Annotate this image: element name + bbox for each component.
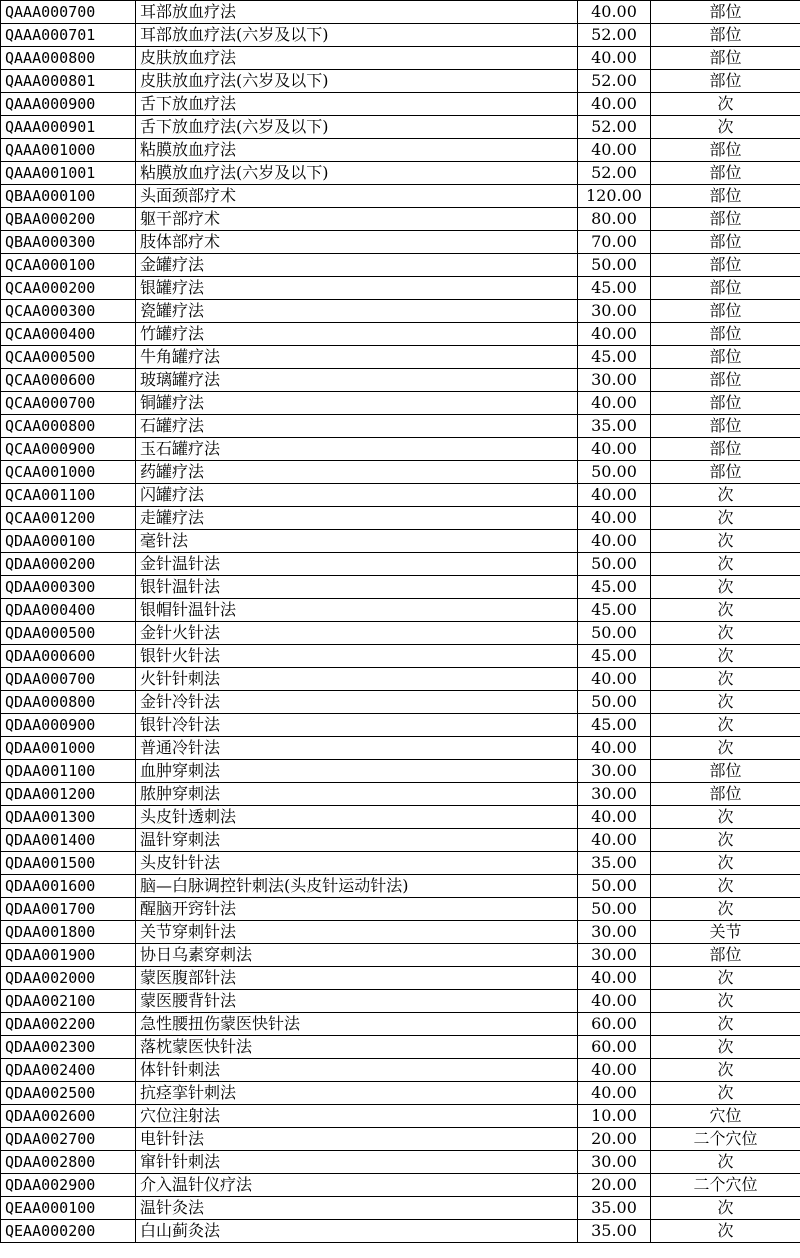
- table-row: [1, 415, 800, 438]
- table-row: [1, 323, 800, 346]
- table-row: [1, 93, 800, 116]
- item-name-cell: 协日乌素穿刺法: [136, 944, 578, 967]
- item-code-cell: QDAA002300: [1, 1036, 136, 1059]
- item-unit-cell: 二个穴位: [651, 1174, 800, 1197]
- table-row: [1, 162, 800, 185]
- item-price-cell: 10.00: [578, 1105, 651, 1128]
- item-unit-cell: 次: [651, 1082, 800, 1105]
- item-unit-cell: 次: [651, 1151, 800, 1174]
- item-code-cell: QDAA000800: [1, 691, 136, 714]
- item-name-cell: 银针火针法: [136, 645, 578, 668]
- item-code-cell: QCAA000500: [1, 346, 136, 369]
- item-name-cell: 闪罐疗法: [136, 484, 578, 507]
- item-name-cell: 火针针刺法: [136, 668, 578, 691]
- item-code-cell: QAAA001000: [1, 139, 136, 162]
- item-price-cell: 60.00: [578, 1036, 651, 1059]
- item-unit-cell: 部位: [651, 231, 800, 254]
- item-code-cell: QEAA000200: [1, 1220, 136, 1243]
- item-name-cell: 粘膜放血疗法: [136, 139, 578, 162]
- item-price-cell: 50.00: [578, 875, 651, 898]
- table-row: [1, 668, 800, 691]
- table-row: [1, 691, 800, 714]
- item-name-cell: 耳部放血疗法: [136, 1, 578, 24]
- item-unit-cell: 次: [651, 622, 800, 645]
- item-code-cell: QDAA000900: [1, 714, 136, 737]
- table-row: [1, 944, 800, 967]
- item-unit-cell: 关节: [651, 921, 800, 944]
- item-price-cell: 40.00: [578, 392, 651, 415]
- table-row: [1, 461, 800, 484]
- table-row: [1, 530, 800, 553]
- table-row: [1, 484, 800, 507]
- item-price-cell: 35.00: [578, 1220, 651, 1243]
- item-price-cell: 20.00: [578, 1174, 651, 1197]
- item-code-cell: QCAA001000: [1, 461, 136, 484]
- item-price-cell: 40.00: [578, 47, 651, 70]
- item-price-cell: 52.00: [578, 24, 651, 47]
- table-row: [1, 1174, 800, 1197]
- table-row: [1, 277, 800, 300]
- item-name-cell: 温针穿刺法: [136, 829, 578, 852]
- item-unit-cell: 部位: [651, 944, 800, 967]
- item-unit-cell: 次: [651, 507, 800, 530]
- item-price-cell: 40.00: [578, 507, 651, 530]
- item-price-cell: 50.00: [578, 622, 651, 645]
- item-name-cell: 抗痉挛针刺法: [136, 1082, 578, 1105]
- item-name-cell: 毫针法: [136, 530, 578, 553]
- item-price-cell: 45.00: [578, 277, 651, 300]
- item-code-cell: QAAA001001: [1, 162, 136, 185]
- item-price-cell: 35.00: [578, 852, 651, 875]
- item-code-cell: QDAA000100: [1, 530, 136, 553]
- table-row: [1, 139, 800, 162]
- item-unit-cell: 部位: [651, 1, 800, 24]
- item-code-cell: QDAA001700: [1, 898, 136, 921]
- item-price-cell: 30.00: [578, 944, 651, 967]
- item-price-cell: 52.00: [578, 70, 651, 93]
- item-code-cell: QDAA000600: [1, 645, 136, 668]
- item-code-cell: QDAA001100: [1, 760, 136, 783]
- item-unit-cell: 部位: [651, 47, 800, 70]
- item-price-cell: 30.00: [578, 760, 651, 783]
- item-name-cell: 脓肿穿刺法: [136, 783, 578, 806]
- table-row: [1, 24, 800, 47]
- item-name-cell: 关节穿刺针法: [136, 921, 578, 944]
- item-price-cell: 40.00: [578, 806, 651, 829]
- item-unit-cell: 次: [651, 553, 800, 576]
- item-name-cell: 温针灸法: [136, 1197, 578, 1220]
- item-unit-cell: 次: [651, 737, 800, 760]
- item-price-cell: 45.00: [578, 346, 651, 369]
- item-code-cell: QDAA001600: [1, 875, 136, 898]
- item-price-cell: 40.00: [578, 829, 651, 852]
- item-name-cell: 金针温针法: [136, 553, 578, 576]
- item-price-cell: 35.00: [578, 1197, 651, 1220]
- item-code-cell: QCAA000200: [1, 277, 136, 300]
- item-code-cell: QAAA000701: [1, 24, 136, 47]
- table-row: [1, 392, 800, 415]
- table-row: [1, 1105, 800, 1128]
- item-code-cell: QDAA002100: [1, 990, 136, 1013]
- item-unit-cell: 部位: [651, 438, 800, 461]
- item-name-cell: 银罐疗法: [136, 277, 578, 300]
- table-row: [1, 1220, 800, 1243]
- item-price-cell: 80.00: [578, 208, 651, 231]
- item-name-cell: 竹罐疗法: [136, 323, 578, 346]
- item-unit-cell: 次: [651, 691, 800, 714]
- item-unit-cell: 部位: [651, 415, 800, 438]
- item-code-cell: QCAA001200: [1, 507, 136, 530]
- table-row: [1, 1013, 800, 1036]
- item-price-cell: 60.00: [578, 1013, 651, 1036]
- item-code-cell: QCAA000900: [1, 438, 136, 461]
- item-unit-cell: 部位: [651, 162, 800, 185]
- table-row: [1, 70, 800, 93]
- item-price-cell: 40.00: [578, 323, 651, 346]
- item-unit-cell: 部位: [651, 346, 800, 369]
- item-unit-cell: 次: [651, 484, 800, 507]
- item-code-cell: QAAA000800: [1, 47, 136, 70]
- item-name-cell: 金罐疗法: [136, 254, 578, 277]
- table-row: [1, 622, 800, 645]
- item-unit-cell: 次: [651, 645, 800, 668]
- item-name-cell: 电针针法: [136, 1128, 578, 1151]
- item-unit-cell: 部位: [651, 185, 800, 208]
- item-name-cell: 粘膜放血疗法(六岁及以下): [136, 162, 578, 185]
- item-name-cell: 蒙医腹部针法: [136, 967, 578, 990]
- item-price-cell: 30.00: [578, 369, 651, 392]
- item-price-cell: 30.00: [578, 1151, 651, 1174]
- item-name-cell: 蒙医腰背针法: [136, 990, 578, 1013]
- item-code-cell: QDAA000400: [1, 599, 136, 622]
- item-price-cell: 50.00: [578, 461, 651, 484]
- item-name-cell: 走罐疗法: [136, 507, 578, 530]
- item-name-cell: 窜针针刺法: [136, 1151, 578, 1174]
- table-row: [1, 714, 800, 737]
- item-price-cell: 40.00: [578, 967, 651, 990]
- table-row: [1, 185, 800, 208]
- table-row: [1, 1059, 800, 1082]
- table-row: [1, 231, 800, 254]
- item-unit-cell: 次: [651, 1036, 800, 1059]
- item-code-cell: QCAA000400: [1, 323, 136, 346]
- item-price-cell: 70.00: [578, 231, 651, 254]
- item-code-cell: QDAA001800: [1, 921, 136, 944]
- item-unit-cell: 次: [651, 668, 800, 691]
- item-name-cell: 舌下放血疗法: [136, 93, 578, 116]
- item-price-cell: 30.00: [578, 300, 651, 323]
- item-price-cell: 40.00: [578, 530, 651, 553]
- item-name-cell: 脑—白脉调控针刺法(头皮针运动针法): [136, 875, 578, 898]
- table-row: [1, 599, 800, 622]
- item-price-cell: 50.00: [578, 553, 651, 576]
- item-price-cell: 45.00: [578, 714, 651, 737]
- item-code-cell: QDAA002000: [1, 967, 136, 990]
- item-code-cell: QDAA000200: [1, 553, 136, 576]
- item-unit-cell: 部位: [651, 392, 800, 415]
- item-name-cell: 白山蓟灸法: [136, 1220, 578, 1243]
- item-unit-cell: 次: [651, 990, 800, 1013]
- table-row: [1, 1, 800, 24]
- item-code-cell: QAAA000901: [1, 116, 136, 139]
- item-unit-cell: 次: [651, 898, 800, 921]
- item-price-cell: 45.00: [578, 599, 651, 622]
- item-unit-cell: 部位: [651, 783, 800, 806]
- item-name-cell: 瓷罐疗法: [136, 300, 578, 323]
- item-price-cell: 40.00: [578, 1059, 651, 1082]
- item-name-cell: 银针冷针法: [136, 714, 578, 737]
- item-unit-cell: 部位: [651, 24, 800, 47]
- item-name-cell: 肢体部疗术: [136, 231, 578, 254]
- item-code-cell: QDAA002400: [1, 1059, 136, 1082]
- item-price-cell: 120.00: [578, 185, 651, 208]
- item-code-cell: QBAA000200: [1, 208, 136, 231]
- item-unit-cell: 次: [651, 93, 800, 116]
- table-row: [1, 346, 800, 369]
- item-code-cell: QDAA002800: [1, 1151, 136, 1174]
- table-row: [1, 1082, 800, 1105]
- item-unit-cell: 次: [651, 1013, 800, 1036]
- item-unit-cell: 部位: [651, 254, 800, 277]
- item-code-cell: QDAA002600: [1, 1105, 136, 1128]
- item-name-cell: 急性腰扭伤蒙医快针法: [136, 1013, 578, 1036]
- item-unit-cell: 次: [651, 714, 800, 737]
- item-price-cell: 40.00: [578, 1, 651, 24]
- table-row: [1, 47, 800, 70]
- item-unit-cell: 二个穴位: [651, 1128, 800, 1151]
- item-price-cell: 35.00: [578, 415, 651, 438]
- item-name-cell: 铜罐疗法: [136, 392, 578, 415]
- table-row: [1, 1197, 800, 1220]
- item-code-cell: QAAA000900: [1, 93, 136, 116]
- item-code-cell: QCAA000100: [1, 254, 136, 277]
- item-code-cell: QDAA000500: [1, 622, 136, 645]
- item-unit-cell: 部位: [651, 70, 800, 93]
- item-code-cell: QDAA002700: [1, 1128, 136, 1151]
- item-code-cell: QDAA001500: [1, 852, 136, 875]
- item-unit-cell: 部位: [651, 461, 800, 484]
- item-price-cell: 40.00: [578, 990, 651, 1013]
- table-row: [1, 116, 800, 139]
- item-name-cell: 牛角罐疗法: [136, 346, 578, 369]
- table-row: [1, 507, 800, 530]
- table-row: [1, 254, 800, 277]
- item-price-cell: 45.00: [578, 576, 651, 599]
- item-unit-cell: 部位: [651, 208, 800, 231]
- item-price-cell: 40.00: [578, 1082, 651, 1105]
- item-code-cell: QEAA000100: [1, 1197, 136, 1220]
- item-unit-cell: 次: [651, 1197, 800, 1220]
- item-unit-cell: 次: [651, 875, 800, 898]
- table-row: [1, 990, 800, 1013]
- table-row: [1, 553, 800, 576]
- item-code-cell: QDAA000300: [1, 576, 136, 599]
- item-name-cell: 药罐疗法: [136, 461, 578, 484]
- item-name-cell: 头皮针透刺法: [136, 806, 578, 829]
- table-row: [1, 438, 800, 461]
- item-unit-cell: 次: [651, 599, 800, 622]
- table-row: [1, 576, 800, 599]
- item-code-cell: QDAA002900: [1, 1174, 136, 1197]
- item-price-cell: 50.00: [578, 898, 651, 921]
- item-code-cell: QCAA001100: [1, 484, 136, 507]
- item-code-cell: QDAA002200: [1, 1013, 136, 1036]
- table-row: [1, 208, 800, 231]
- item-price-cell: 40.00: [578, 668, 651, 691]
- item-unit-cell: 次: [651, 576, 800, 599]
- item-unit-cell: 次: [651, 530, 800, 553]
- item-price-cell: 50.00: [578, 691, 651, 714]
- item-price-cell: 40.00: [578, 93, 651, 116]
- item-name-cell: 头皮针针法: [136, 852, 578, 875]
- item-unit-cell: 次: [651, 1059, 800, 1082]
- item-unit-cell: 部位: [651, 139, 800, 162]
- item-name-cell: 介入温针仪疗法: [136, 1174, 578, 1197]
- item-price-cell: 40.00: [578, 484, 651, 507]
- item-code-cell: QBAA000100: [1, 185, 136, 208]
- item-name-cell: 落枕蒙医快针法: [136, 1036, 578, 1059]
- table-row: [1, 898, 800, 921]
- item-price-cell: 50.00: [578, 254, 651, 277]
- item-code-cell: QDAA001400: [1, 829, 136, 852]
- table-row: [1, 1151, 800, 1174]
- item-code-cell: QAAA000700: [1, 1, 136, 24]
- item-price-cell: 40.00: [578, 139, 651, 162]
- table-row: [1, 369, 800, 392]
- item-price-cell: 40.00: [578, 438, 651, 461]
- item-unit-cell: 穴位: [651, 1105, 800, 1128]
- table-row: [1, 852, 800, 875]
- item-price-cell: 40.00: [578, 737, 651, 760]
- table-row: [1, 783, 800, 806]
- item-name-cell: 舌下放血疗法(六岁及以下): [136, 116, 578, 139]
- table-row: [1, 645, 800, 668]
- item-unit-cell: 部位: [651, 369, 800, 392]
- table-row: [1, 300, 800, 323]
- item-unit-cell: 次: [651, 852, 800, 875]
- table-row: [1, 737, 800, 760]
- table-row: [1, 967, 800, 990]
- item-name-cell: 普通冷针法: [136, 737, 578, 760]
- item-code-cell: QCAA000300: [1, 300, 136, 323]
- item-name-cell: 银针温针法: [136, 576, 578, 599]
- item-code-cell: QCAA000600: [1, 369, 136, 392]
- table-row: [1, 921, 800, 944]
- item-code-cell: QCAA000800: [1, 415, 136, 438]
- item-unit-cell: 部位: [651, 760, 800, 783]
- table-row: [1, 875, 800, 898]
- item-unit-cell: 次: [651, 967, 800, 990]
- item-code-cell: QAAA000801: [1, 70, 136, 93]
- item-code-cell: QBAA000300: [1, 231, 136, 254]
- item-name-cell: 玻璃罐疗法: [136, 369, 578, 392]
- item-code-cell: QDAA001300: [1, 806, 136, 829]
- table-row: [1, 1036, 800, 1059]
- item-name-cell: 醒脑开窍针法: [136, 898, 578, 921]
- item-unit-cell: 部位: [651, 277, 800, 300]
- item-name-cell: 穴位注射法: [136, 1105, 578, 1128]
- item-unit-cell: 次: [651, 1220, 800, 1243]
- item-name-cell: 耳部放血疗法(六岁及以下): [136, 24, 578, 47]
- item-name-cell: 金针火针法: [136, 622, 578, 645]
- item-price-cell: 20.00: [578, 1128, 651, 1151]
- item-name-cell: 金针冷针法: [136, 691, 578, 714]
- table-row: [1, 1128, 800, 1151]
- item-price-cell: 52.00: [578, 116, 651, 139]
- item-code-cell: QDAA000700: [1, 668, 136, 691]
- item-unit-cell: 部位: [651, 323, 800, 346]
- item-name-cell: 头面颈部疗术: [136, 185, 578, 208]
- table-row: [1, 829, 800, 852]
- item-price-cell: 45.00: [578, 645, 651, 668]
- table-body: [1, 1, 800, 1243]
- item-name-cell: 玉石罐疗法: [136, 438, 578, 461]
- item-code-cell: QDAA002500: [1, 1082, 136, 1105]
- table-row: [1, 760, 800, 783]
- item-code-cell: QCAA000700: [1, 392, 136, 415]
- item-unit-cell: 部位: [651, 300, 800, 323]
- item-name-cell: 皮肤放血疗法(六岁及以下): [136, 70, 578, 93]
- item-code-cell: QDAA001200: [1, 783, 136, 806]
- item-code-cell: QDAA001900: [1, 944, 136, 967]
- item-price-cell: 30.00: [578, 921, 651, 944]
- item-name-cell: 石罐疗法: [136, 415, 578, 438]
- item-unit-cell: 次: [651, 116, 800, 139]
- item-name-cell: 银帽针温针法: [136, 599, 578, 622]
- item-name-cell: 皮肤放血疗法: [136, 47, 578, 70]
- item-name-cell: 躯干部疗术: [136, 208, 578, 231]
- item-name-cell: 血肿穿刺法: [136, 760, 578, 783]
- item-price-cell: 30.00: [578, 783, 651, 806]
- item-unit-cell: 次: [651, 829, 800, 852]
- item-code-cell: QDAA001000: [1, 737, 136, 760]
- item-name-cell: 体针针刺法: [136, 1059, 578, 1082]
- item-price-cell: 52.00: [578, 162, 651, 185]
- item-unit-cell: 次: [651, 806, 800, 829]
- table-row: [1, 806, 800, 829]
